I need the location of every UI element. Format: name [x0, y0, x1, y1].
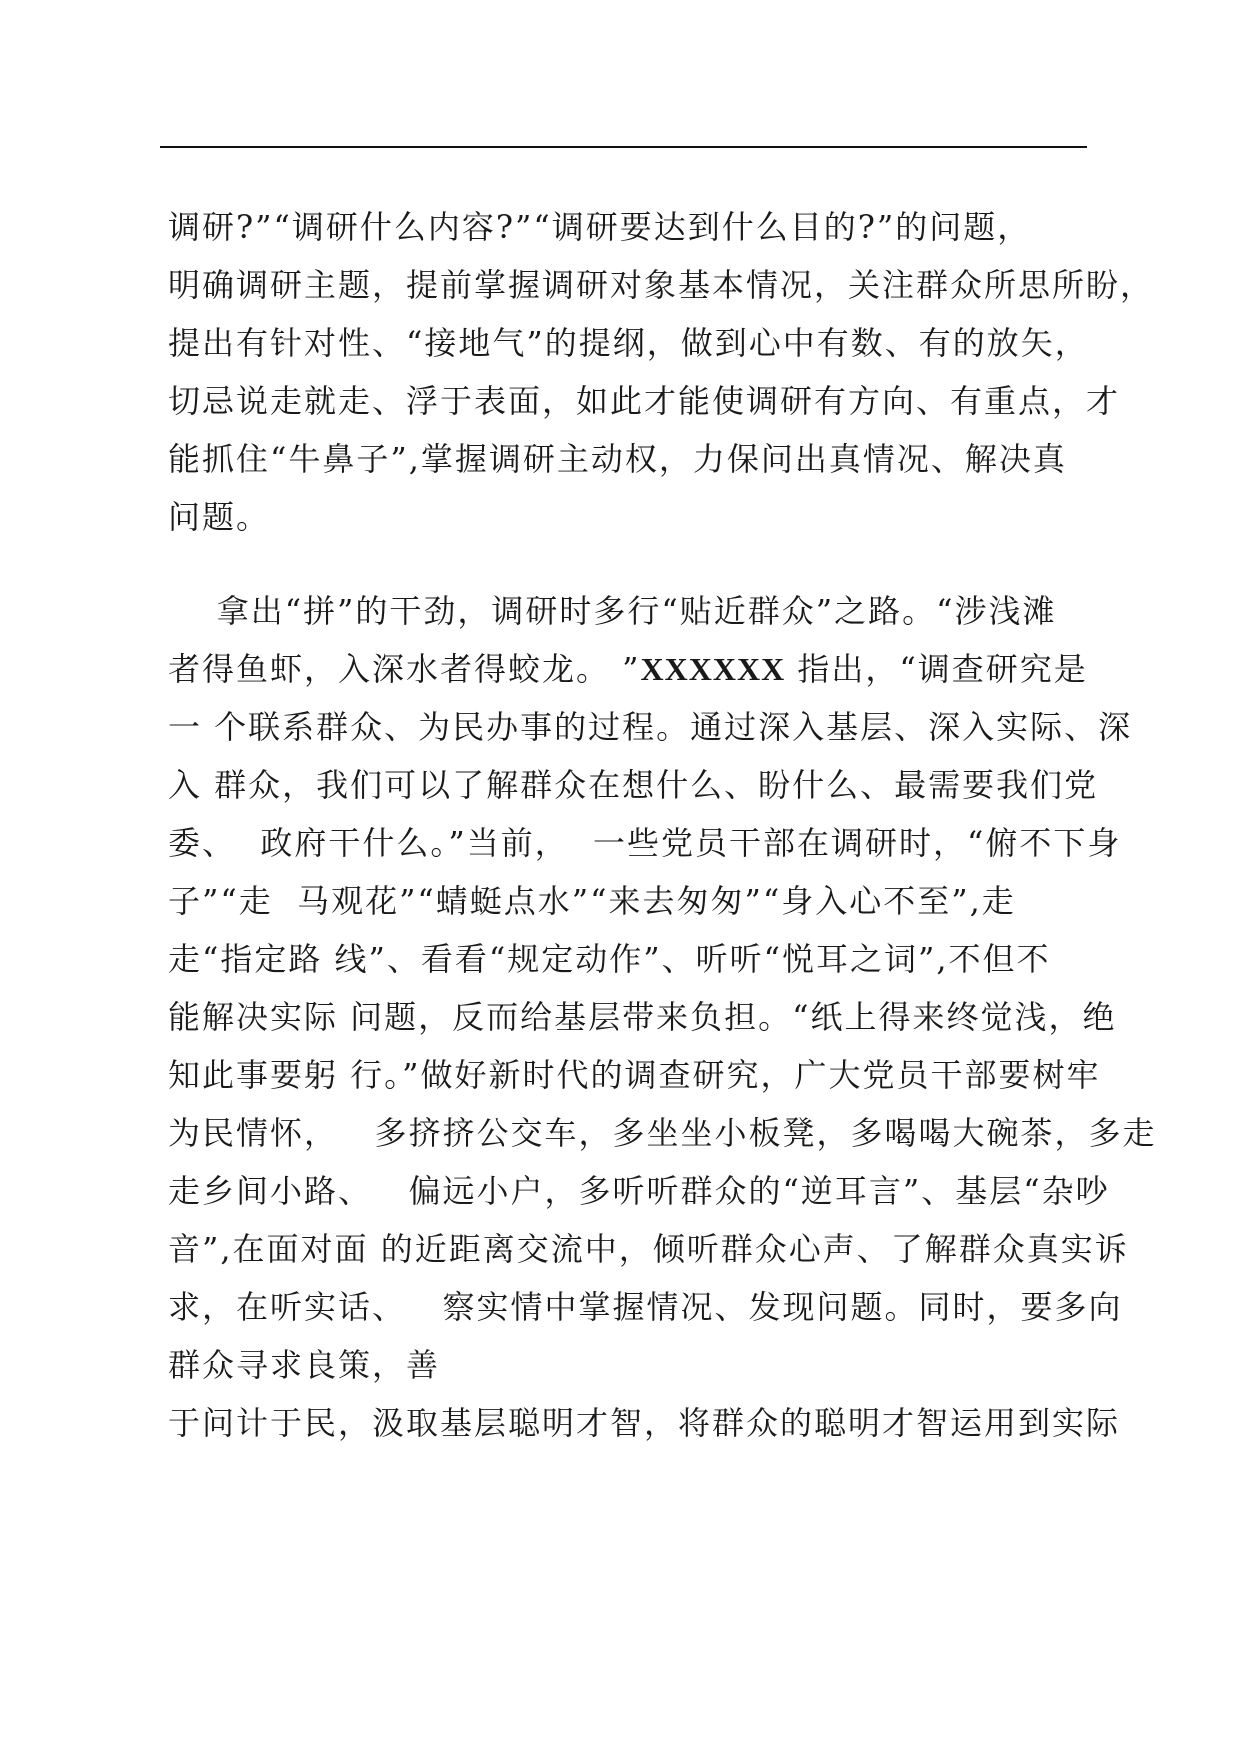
text-line: 委、 政府干什么。”当前， 一些党员干部在调研时，“俯不下身	[168, 824, 1122, 862]
text-line: 切忌说走就走、浮于表面，如此才能使调研有方向、有重点，才	[168, 382, 1121, 420]
text-line: 一 个联系群众、为民办事的过程。通过深入基层、深入实际、深	[168, 708, 1133, 746]
text-line: 调研?”“调研什么内容?”“调研要达到什么目的?”的问题，	[168, 208, 1032, 246]
header-rule	[160, 146, 1087, 148]
text-line: 求，在听实话、 察实情中掌握情况、发现问题。同时，要多向	[168, 1288, 1123, 1326]
text-line: 走乡间小路、 偏远小户，多听听群众的“逆耳言”、基层“杂吵	[168, 1172, 1110, 1210]
text-line: 能抓住“牛鼻子”,掌握调研主动权，力保问出真情况、解决真	[168, 440, 1067, 478]
text-line: 提出有针对性、“接地气”的提纲，做到心中有数、有的放矢，	[168, 324, 1089, 362]
text-line: 群众寻求良策，善	[168, 1346, 441, 1384]
text-line	[168, 640, 1088, 698]
document-body	[168, 198, 1157, 1452]
text-line: 音”,在面对面 的近距离交流中，倾听群众心声、了解群众真实诉	[168, 1230, 1129, 1268]
text-line: 为民情怀， 多挤挤公交车，多坐坐小板凳，多喝喝大碗茶，多走	[168, 1114, 1157, 1152]
text-line: 知此事要躬 行。”做好新时代的调查研究，广大党员干部要树牢	[168, 1056, 1101, 1094]
text-line: 明确调研主题，提前掌握调研对象基本情况，关注群众所思所盼，	[168, 266, 1155, 304]
paragraph-2	[168, 582, 1157, 1452]
text-line: 入 群众，我们可以了解群众在想什么、盼什么、最需要我们党	[168, 766, 1099, 804]
text-segment: 者得鱼虾，入深水者得蛟龙。 ”	[168, 650, 641, 688]
text-line: 问题。	[168, 498, 271, 536]
text-line: 子”“走 马观花”“蜻蜓点水”“来去匆匆”“身入心不至”,走	[168, 882, 1016, 920]
text-line: 走“指定路 线”、看看“规定动作”、听听“悦耳之词”,不但不	[168, 940, 1051, 978]
paragraph-gap	[168, 546, 1088, 582]
redacted-name: XXXXXX	[640, 651, 786, 687]
text-line: 于问计于民，汲取基层聪明才智，将群众的聪明才智运用到实际	[168, 1404, 1121, 1442]
text-segment: 指出，“调查研究是	[785, 650, 1088, 688]
text-line: 能解决实际 问题，反而给基层带来负担。“纸上得来终觉浅，绝	[168, 998, 1117, 1036]
text-line: 拿出“拼”的干劲，调研时多行“贴近群众”之路。“涉浅滩	[168, 592, 1057, 630]
paragraph-1	[168, 198, 1155, 546]
